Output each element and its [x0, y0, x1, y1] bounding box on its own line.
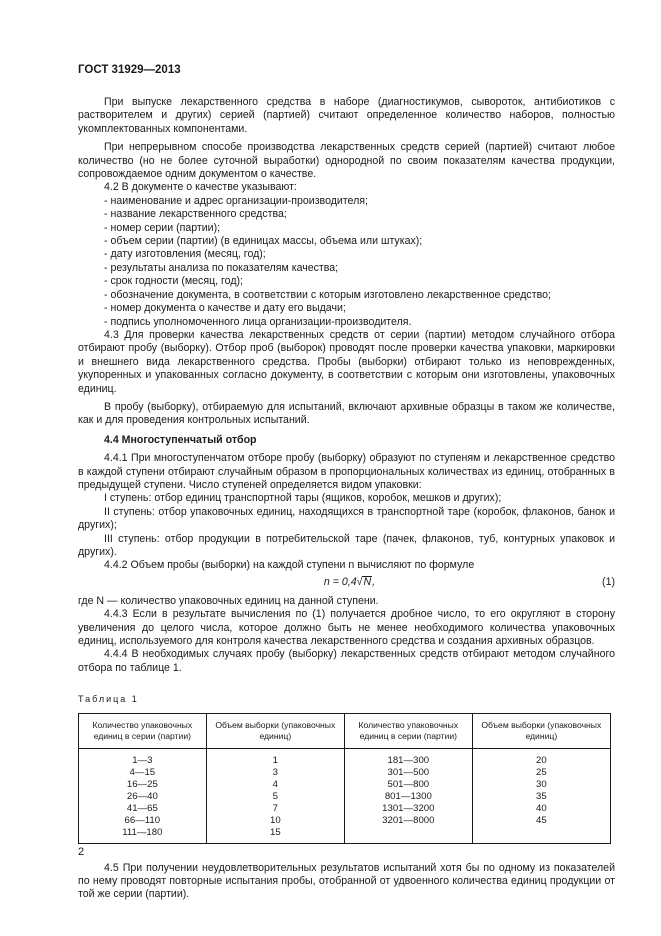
stage-1-text: I ступень: отбор единиц транспортной тары (ящиков, коробок, мешков и других); [104, 492, 502, 505]
list-item: - номер серии (партии); [104, 221, 221, 234]
formula-expression [78, 576, 591, 589]
table-header-cell: Количество упаковочных единиц в серии (партии) [79, 713, 207, 748]
table-cell [472, 748, 610, 843]
sqrt-radical-icon: √ [356, 576, 363, 589]
sample-size-value: 25 [535, 766, 547, 778]
lot-size-range: 3201—8000 [382, 814, 435, 826]
lot-size-range: 181—300 [387, 754, 430, 766]
list-item: - обозначение документа, в соответствии с которым изготовлено лекарственное средство; [104, 288, 551, 301]
table-header-row [79, 713, 611, 748]
list-item: - название лекарственного средства; [104, 208, 287, 221]
table-caption: Таблица 1 [78, 694, 139, 705]
table-header-cell: Объем выборки (упаковочных единиц) [472, 713, 610, 748]
lot-size-range: 501—800 [387, 778, 430, 790]
table-cell [79, 748, 207, 843]
sample-size-value: 30 [535, 778, 547, 790]
formula-lhs: n = 0,4 [323, 576, 357, 589]
paragraph: При непрерывном способе производства лекарственных средств серией (партией) считают любое количество (но не более суточной выработки) однородной по своим показателям качества продукции, сопровождаемое одним документом о качестве. [78, 141, 615, 181]
stage-2-text: II ступень: отбор упаковочных единиц, находящихся в транспортной таре (коробок, флаконов, банок и других); [78, 505, 615, 532]
formula-number: (1) [602, 576, 615, 589]
sample-size-value: 15 [269, 826, 281, 838]
lot-size-range: 4—15 [129, 766, 156, 778]
table-header-cell: Объем выборки (упаковочных единиц) [206, 713, 344, 748]
section-4-5-paragraph: 4.5 При получении неудовлетворительных результатов испытаний хотя бы по одному из показателей по нему проводят повторные испытания пробы, отобранной от удвоенного количества единиц продукции от той же серии (партии). [78, 861, 615, 901]
page-number: 2 [78, 846, 85, 858]
lot-size-range: 111—180 [122, 826, 163, 838]
document-header: ГОСТ 31929—2013 [78, 64, 181, 76]
list-item: - номер документа о качестве и дату его выдачи; [104, 302, 346, 315]
lot-size-range: 41—65 [126, 802, 158, 814]
sample-size-value: 1 [272, 754, 278, 766]
sample-size-value: 35 [535, 790, 547, 802]
sample-size-value: 4 [272, 778, 278, 790]
lot-size-range: 301—500 [387, 766, 430, 778]
sample-size-value: 3 [272, 766, 278, 778]
paragraph: При выпуске лекарственного средства в наборе (диагностикумов, сывороток, антибиотиков с растворителем и других) серией (партией) считают определенное количество наборов, полностью укомплектованных компонентами. [78, 96, 615, 135]
table-header-cell: Количество упаковочных единиц в серии (партии) [344, 713, 472, 748]
sample-size-value: 40 [535, 802, 547, 814]
formula-end: , [372, 576, 376, 589]
formula-where: где N — количество упаковочных единиц на данной ступени. [78, 594, 379, 607]
lot-size-range: 1301—3200 [382, 802, 435, 814]
section-4-4-4-paragraph: 4.4.4 В необходимых случаях пробу (выборку) лекарственных средств отбирают методом случайного отбора по таблице 1. [78, 648, 615, 674]
lot-size-range: 16—25 [126, 778, 158, 790]
section-4-2-intro: 4.2 В документе о качестве указывают: [104, 181, 297, 194]
lot-size-range: 66—110 [124, 814, 161, 826]
list-item: - срок годности (месяц, год); [104, 275, 243, 288]
formula-1 [78, 575, 615, 591]
list-item: - результаты анализа по показателям качества; [104, 261, 339, 274]
list-item: - наименование и адрес организации-производителя; [104, 194, 368, 207]
sample-size-value: 7 [272, 802, 278, 814]
page-content [78, 96, 615, 902]
section-4-4-3-paragraph: 4.4.3 Если в результате вычисления по (1) получается дробное число, то его округляют в сторону увеличения до целого числа, которое должно быть не менее необходимого количества упаковочных единиц, используемого для контроля качества лекарственного средства и создания архивных образцов. [78, 608, 615, 648]
section-4-4-heading: 4.4 Многоступенчатый отбор [104, 433, 257, 446]
list-item: - дату изготовления (месяц, год); [104, 248, 266, 261]
sample-size-table [78, 713, 611, 844]
sample-size-value: 20 [535, 754, 547, 766]
section-4-3-paragraph: В пробу (выборку), отбираемую для испытаний, включают архивные образцы в таком же количестве, как и для проведения контрольных испытаний. [78, 400, 615, 427]
sample-size-value: 45 [535, 814, 547, 826]
sample-size-value: 10 [269, 814, 281, 826]
list-item: - объем серии (партии) (в единицах массы, объема или штуках); [104, 235, 423, 248]
section-4-4-2-paragraph: 4.4.2 Объем пробы (выборки) на каждой ступени n вычисляют по формуле [104, 559, 475, 572]
stage-3-text: III ступень: отбор продукции в потребительской таре (пачек, флаконов, туб, контурных упаковок и других). [78, 532, 615, 558]
table-cell [206, 748, 344, 843]
lot-size-range: 801—1300 [384, 790, 432, 802]
section-4-4-1-paragraph: 4.4.1 При многоступенчатом отборе пробу (выборку) образуют по ступеням и лекарственное средство в каждой ступени отбирают случайным образом в пропорциональных количествах из единиц, отобранных в предыдущей ступени. Число ступеней определяется видом упаковки: [78, 452, 615, 491]
formula-radicand: N [363, 576, 372, 589]
sample-size-value: 5 [272, 790, 278, 802]
lot-size-range: 1—3 [132, 754, 153, 766]
quality-document-list [78, 195, 615, 329]
table-cell [344, 748, 472, 843]
table-row [79, 748, 611, 843]
section-4-3-paragraph: 4.3 Для проверки качества лекарственных средств от серии (партии) методом случайного отбора отбирают пробу (выборку). Отбор проб (выборок) проводят после проверки качества упаковки, маркировки и внешнего вида лекарственного средства. Пробы (выборки) отбирают только из неповрежденных, укупоренных и упакованных согласно документу, в соответствии с которым они изготовлены, упаковочных единиц. [78, 328, 615, 395]
lot-size-range: 26—40 [126, 790, 158, 802]
list-item: - подпись уполномоченного лица организации-производителя. [104, 315, 412, 328]
